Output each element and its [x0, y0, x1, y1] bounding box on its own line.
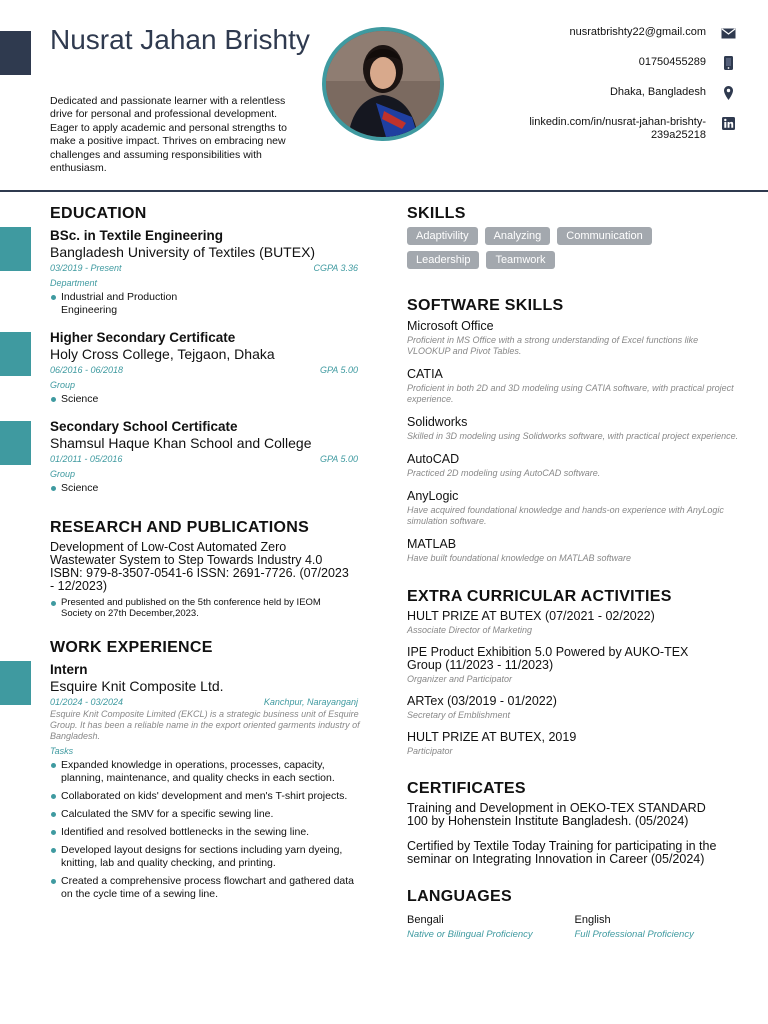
research-section	[50, 519, 365, 619]
entry-score: GPA 5.00	[319, 365, 358, 375]
contact-email[interactable]	[478, 26, 738, 40]
candidate-name: Nusrat Jahan Brishty	[50, 24, 310, 55]
work-heading: WORK EXPERIENCE	[50, 639, 213, 656]
envelope-icon	[718, 26, 738, 40]
contact-location	[478, 86, 738, 100]
software-section	[407, 297, 742, 564]
education-entry	[50, 418, 365, 495]
language-level: Full Professional Proficiency	[574, 929, 694, 940]
phone-icon	[718, 56, 738, 70]
activity-role: Associate Director of Marketing	[407, 625, 533, 635]
entry-dates: 03/2019 - Present	[50, 263, 122, 273]
resume-header	[0, 0, 768, 193]
activity-role: Organizer and Participator	[407, 674, 513, 684]
certificate-item: Certified by Textile Today Training for participating in the seminar on Integrating Innovation in Career (05/2024)	[407, 839, 717, 866]
school-name: Bangladesh University of Textiles (BUTEX)	[50, 244, 316, 260]
contact-location-text: Dhaka, Bangladesh	[609, 86, 706, 98]
entry-bullets	[50, 291, 365, 317]
contact-linkedin[interactable]	[478, 116, 738, 142]
language-level: Native or Bilingual Proficiency	[407, 929, 533, 940]
software-item	[407, 537, 742, 564]
entry-sublabel: Group	[50, 380, 76, 390]
bullet-item: Science	[50, 482, 365, 495]
entry-accent-tab	[0, 332, 31, 376]
software-desc: Proficient in both 2D and 3D modeling using CATIA software, with practical project experience.	[407, 383, 734, 404]
languages-section	[407, 888, 742, 940]
software-name: AutoCAD	[407, 452, 460, 466]
activity-item	[407, 646, 742, 684]
header-accent-bar	[0, 31, 31, 75]
software-item	[407, 415, 742, 442]
language-name: English	[574, 914, 611, 926]
left-column	[50, 200, 365, 913]
school-name: Shamsul Haque Khan School and College	[50, 435, 312, 451]
entry-sublabel: Group	[50, 469, 76, 479]
task-item: Created a comprehensive process flowchart and gathered data on the cycle time of a sewing line.	[50, 875, 365, 901]
entry-bullets	[50, 393, 365, 406]
task-item: Developed layout designs for sections including yarn dyeing, knitting, lab and quality checking, and printing.	[50, 844, 365, 870]
work-section	[50, 639, 365, 901]
language-list	[407, 914, 742, 940]
software-item	[407, 319, 742, 357]
school-name: Holy Cross College, Tejgaon, Dhaka	[50, 346, 275, 362]
entry-sublabel: Tasks	[50, 746, 74, 756]
bullet-item: Industrial and Production Engineering	[50, 291, 200, 317]
software-item	[407, 489, 742, 527]
languages-heading: LANGUAGES	[407, 888, 512, 905]
activity-title: HULT PRIZE AT BUTEX (07/2021 - 02/2022)	[407, 609, 655, 623]
entry-score: GPA 5.00	[319, 454, 358, 464]
entry-accent-tab	[0, 421, 31, 465]
software-desc: Proficient in MS Office with a strong understanding of Excel functions like VLOOKUP and Pivot Tables.	[407, 335, 699, 356]
software-name: CATIA	[407, 367, 443, 381]
degree-title: Secondary School Certificate	[50, 419, 238, 434]
software-name: Solidworks	[407, 415, 468, 429]
entry-meta	[50, 454, 365, 464]
software-item	[407, 367, 742, 405]
activity-item	[407, 731, 742, 756]
software-name: MATLAB	[407, 537, 457, 551]
location-pin-icon	[718, 86, 738, 100]
software-desc: Have acquired foundational knowledge and hands-on experience with AnyLogic simulation software.	[407, 505, 724, 526]
header-divider	[0, 190, 768, 192]
education-entry	[50, 227, 365, 317]
task-list	[50, 759, 365, 901]
activities-heading: EXTRA CURRICULAR ACTIVITIES	[407, 588, 672, 605]
bullet-item: Presented and published on the 5th conference held by IEOM Society on 27th December,2023.	[50, 597, 350, 619]
contact-email-text[interactable]: nusratbrishty22@gmail.com	[569, 26, 706, 38]
entry-accent-tab	[0, 227, 31, 271]
research-heading: RESEARCH AND PUBLICATIONS	[50, 519, 310, 536]
entry-dates: 01/2011 - 05/2016	[50, 454, 123, 464]
activity-role: Participator	[407, 746, 453, 756]
entry-score: CGPA 3.36	[313, 263, 358, 273]
entry-meta	[50, 697, 365, 707]
activity-item	[407, 610, 742, 635]
software-name: Microsoft Office	[407, 319, 494, 333]
right-column	[407, 200, 742, 940]
activity-item	[407, 695, 742, 720]
contact-list	[478, 26, 738, 142]
entry-dates: 06/2016 - 06/2018	[50, 365, 124, 375]
activity-title: ARTex (03/2019 - 01/2022)	[407, 694, 557, 708]
education-section	[50, 205, 365, 495]
education-entry	[50, 329, 365, 406]
contact-linkedin-text[interactable]: linkedin.com/in/nusrat-jahan-brishty-239a25218	[529, 116, 706, 141]
activity-title: HULT PRIZE AT BUTEX, 2019	[407, 730, 577, 744]
task-item: Calculated the SMV for a specific sewing line.	[50, 808, 365, 821]
software-heading: SOFTWARE SKILLS	[407, 297, 564, 314]
activities-section	[407, 588, 742, 756]
linkedin-icon	[718, 116, 738, 130]
task-item: Expanded knowledge in operations, processes, capacity, planning, maintenance, and quality checks in each section.	[50, 759, 365, 785]
activity-role: Secretary of Emblishment	[407, 710, 511, 720]
bullet-item: Science	[50, 393, 365, 406]
job-role: Intern	[50, 662, 88, 677]
degree-title: Higher Secondary Certificate	[50, 330, 236, 345]
skill-tag: Communication	[557, 227, 651, 245]
entry-location: Kanchpur, Narayanganj	[263, 697, 358, 707]
activity-title: IPE Product Exhibition 5.0 Powered by AUKO-TEX Group (11/2023 - 11/2023)	[407, 645, 689, 672]
software-desc: Have built foundational knowledge on MATLAB software	[407, 553, 631, 563]
certificate-item: Training and Development in OEKO-TEX STANDARD 100 by Hohenstein Institute Bangladesh. (05/2024)	[407, 801, 706, 828]
entry-meta	[50, 263, 365, 273]
entry-dates: 01/2024 - 03/2024	[50, 697, 124, 707]
degree-title: BSc. in Textile Engineering	[50, 228, 224, 243]
contact-phone-text[interactable]: 01750455289	[638, 56, 706, 68]
language-item	[575, 914, 743, 940]
entry-meta	[50, 365, 365, 375]
skill-tag: Leadership	[407, 251, 479, 269]
entry-bullets	[50, 482, 365, 495]
contact-phone[interactable]	[478, 56, 738, 70]
task-item: Collaborated on kids' development and men's T-shirt projects.	[50, 790, 365, 803]
work-entry	[50, 661, 365, 901]
certificates-heading: CERTIFICATES	[407, 780, 526, 797]
software-item	[407, 452, 742, 479]
language-item	[407, 914, 575, 940]
certificates-section	[407, 780, 742, 866]
task-item: Identified and resolved bottlenecks in the sewing line.	[50, 826, 365, 839]
skill-tags	[407, 227, 697, 269]
publication-bullets	[50, 597, 365, 619]
language-name: Bengali	[407, 914, 444, 926]
skill-tag: Adaptivility	[407, 227, 478, 245]
skills-section	[407, 205, 742, 269]
entry-sublabel: Department	[50, 278, 98, 288]
entry-accent-tab	[0, 661, 31, 705]
skill-tag: Analyzing	[485, 227, 551, 245]
education-heading: EDUCATION	[50, 205, 147, 222]
software-name: AnyLogic	[407, 489, 459, 503]
profile-photo	[326, 31, 440, 137]
skills-heading: SKILLS	[407, 205, 466, 222]
company-description: Esquire Knit Composite Limited (EKCL) is a strategic business unit of Esquire Group. It has been a reliable name in the export oriented garments industry of Bangladesh.	[50, 709, 360, 741]
publication-title: Development of Low-Cost Automated Zero Wastewater System to Step Towards Industry 4.0 ISBN: 979-8-3507-0541-6 ISSN: 2691-7726. (07/2023 - 12/2023)	[50, 540, 349, 593]
portrait-illustration	[326, 31, 440, 137]
profile-summary: Dedicated and passionate learner with a relentless drive for personal and professional development. Eager to apply academic and personal strengths to make a positive impact. Thrives on embracing new challenges and assuming responsibilities with enthusiasm.	[50, 95, 287, 175]
skill-tag: Teamwork	[486, 251, 554, 269]
software-desc: Skilled in 3D modeling using Solidworks software, with practical project experience.	[407, 431, 739, 441]
software-desc: Practiced 2D modeling using AutoCAD software.	[407, 468, 601, 478]
company-name: Esquire Knit Composite Ltd.	[50, 678, 224, 694]
